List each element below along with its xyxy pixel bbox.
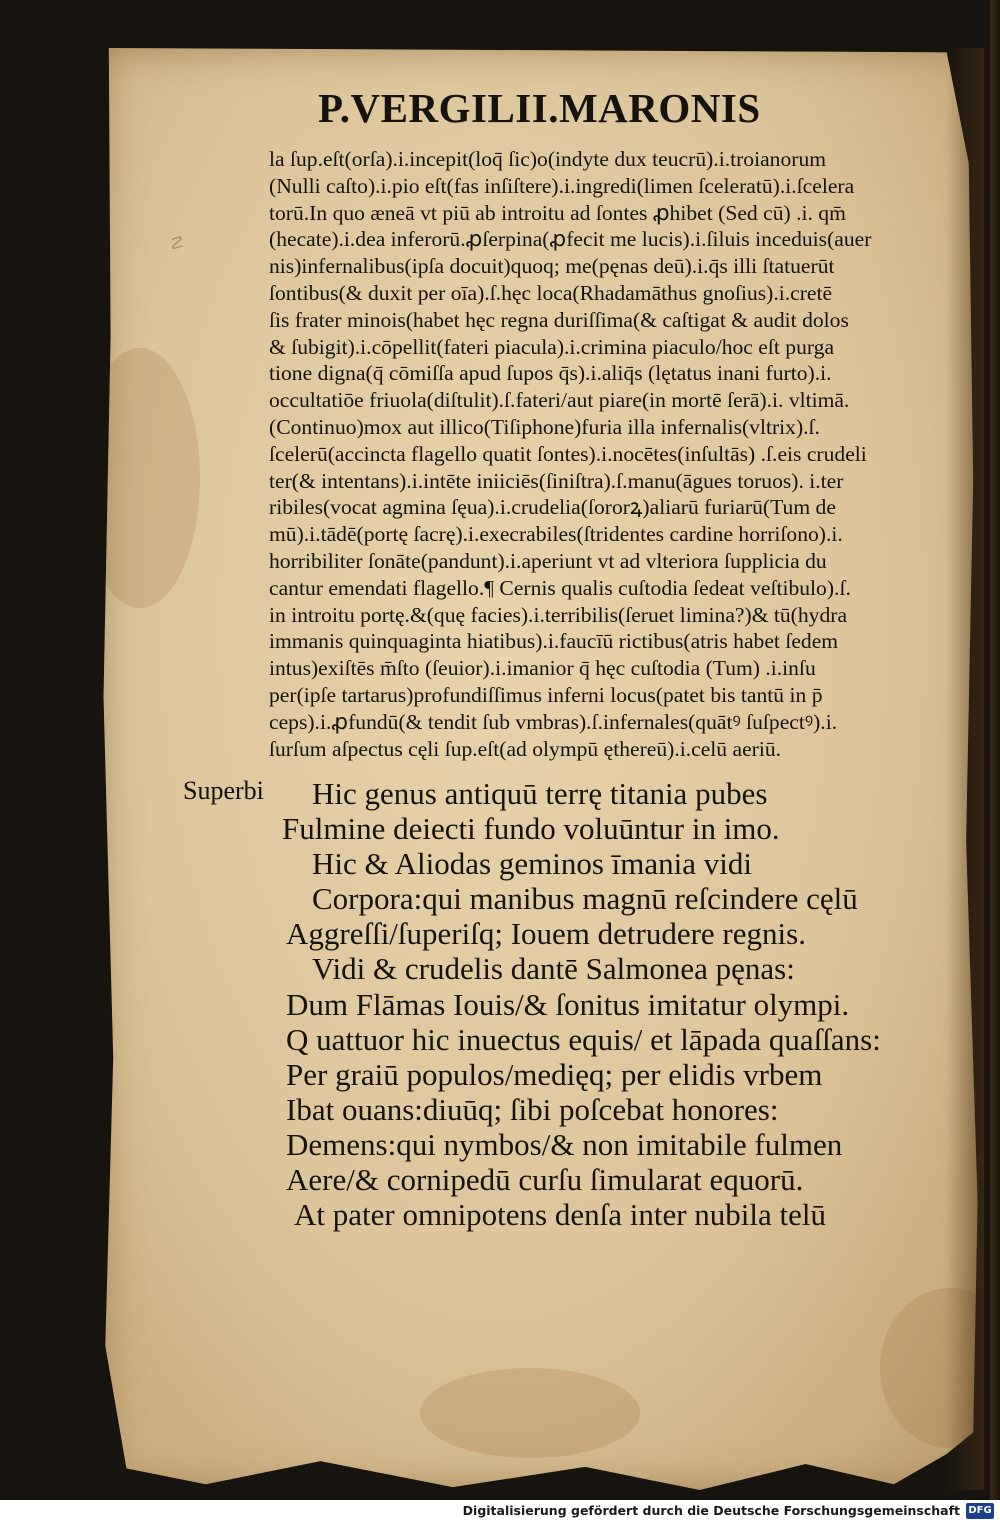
- verse-line: [0, 1162, 960, 1197]
- verse-line: [0, 846, 960, 881]
- verse-line: [0, 1057, 960, 1092]
- commentary-line: horribiliter ſonāte(pandunt).i.aperiunt vt ad vlteriora ſupplicia du: [269, 548, 827, 573]
- commentary-line: torū.In quo æneā vt piū ab introitu ad ſontes ꝓhibet (Sed cū) .i. qm̄: [269, 200, 846, 225]
- commentary-line: per(ipſe tartarus)profundiſſimus inferni locus(patet bis tantū in p̄: [269, 682, 823, 707]
- page-stain: [80, 348, 200, 608]
- verse-line: [0, 1022, 960, 1057]
- verse-line-text: Fulmine deiecti fundo voluūntur in imo.: [282, 811, 780, 847]
- verse-line: [0, 881, 960, 916]
- verse-line: [0, 1127, 960, 1162]
- commentary-line: ceps).i.ꝓfundū(& tendit ſub vmbras).ſ.infernales(quātꝰ ſuſpectꝰ).i.: [269, 709, 838, 734]
- commentary-line: (hecate).i.dea inferorū.ꝓſerpina(ꝓfecit me lucis).i.ſiluis inceduis(auer: [269, 227, 872, 252]
- commentary-line: & ſubigit).i.cōpellit(fateri piacula).i.crimina piaculo/hoc eſt purga: [269, 334, 835, 359]
- verse-line: [0, 1197, 960, 1232]
- verse-line: [0, 951, 960, 986]
- verse-line-text: Corpora:qui manibus magnū reſcindere cęlū: [312, 881, 858, 917]
- verse-line: [0, 1092, 960, 1127]
- binding-edge: [990, 0, 1000, 1500]
- verse-line-text: Dum Flāmas Iouis/& ſonitus imitatur olympi.: [286, 986, 850, 1022]
- commentary-line: (Continuo)mox aut illico(Tiſiphone)furia illa infernalis(vltrix).ſ.: [269, 414, 820, 439]
- verse-line: [0, 916, 960, 951]
- verse-line-text: Aggreſſi/ſuperiſq; Iouem detrudere regnis.: [286, 916, 806, 952]
- funding-credit: Digitalisierung gefördert durch die Deutsche Forschungsgemeinschaft: [462, 1503, 960, 1518]
- commentary-line: mū).i.tādē(portę ſacrę).i.execrabiles(ſtridentes cardine horriſono).i.: [269, 522, 843, 547]
- verse-line-text: Per graiū populos/medięq; per elidis vrbem: [286, 1056, 823, 1092]
- commentary-line: (Nulli caſto).i.pio eſt(fas inſiſtere).i.ingredi(limen ſceleratū).i.ſcelera: [269, 173, 855, 198]
- commentary-line: intus)exiſtēs m̄ſto (ſeuior).i.imanior q̄ hęc cuſtodia (Tum) .i.inſu: [269, 656, 816, 681]
- marginal-scribble: ☡: [167, 233, 184, 255]
- commentary-line: la ſup.eſt(orſa).i.incepit(loq̄ ſic)o(indyte dux teucrū).i.troianorum: [269, 147, 827, 171]
- commentary-line: cantur emendati flagello.¶ Cernis qualis cuſtodia ſedeat veſtibulo).ſ.: [269, 575, 851, 600]
- commentary-line: ribiles(vocat agmina ſęua).i.crudelia(ſororꝝ)aliarū furiarū(Tum de: [269, 495, 836, 520]
- verse-block: [0, 776, 960, 1232]
- verse-line-text: Vidi & crudelis dantē Salmonea pęnas:: [312, 951, 795, 987]
- verse-line-text: Hic genus antiquū terrę titania pubes: [312, 776, 768, 811]
- commentary-line: ſcelerū(accincta flagello quatit ſontes).i.nocētes(inſultās) .ſ.eis crudeli: [269, 441, 867, 466]
- verse-line-text: Q uattuor hic inuectus equis/ et lāpada quaſſans:: [286, 1021, 881, 1057]
- page-stain: [420, 1368, 640, 1458]
- commentary-line: tione digna(q̄ cōmiſſa apud ſupos q̄s).i.aliq̄s (lętatus inani furto).i.: [269, 361, 832, 386]
- verse-line-text: Aere/& cornipedū curſu ſimularat equorū.: [286, 1162, 804, 1198]
- commentary-line: ſurſum aſpectus cęli ſup.eſt(ad olympū ęthereū).i.celū aeriū.: [269, 736, 782, 761]
- verse-line-text: Ibat ouans:diuūq; ſibi poſcebat honores:: [286, 1091, 779, 1127]
- verse-line: [0, 776, 960, 811]
- running-head: P.VERGILII.MARONIS: [318, 85, 761, 131]
- footer-bar: [0, 1500, 1000, 1524]
- commentary-line: ter(& intentans).i.intēte iniiciēs(ſiniſtra).ſ.manu(āgues toruos). i.ter: [269, 468, 844, 493]
- commentary-block: [269, 146, 969, 762]
- commentary-line: nis)infernalibus(ipſa docuit)quoq; me(pęnas deū).i.q̄s illi ſtatuerūt: [269, 254, 835, 279]
- commentary-line: occultatiōe friuola(diſtulit).ſ.fateri/aut piare(in mortē ſerā).i. vltimā.: [269, 388, 850, 413]
- commentary-line: ſis frater minois(habet hęc regna duriſſima(& caſtigat & audit dolos: [269, 307, 849, 332]
- commentary-line: immanis quinquaginta hiatibus).i.faucīū rictibus(atris habet ſedem: [269, 629, 839, 654]
- marginal-note: Superbi: [183, 776, 264, 805]
- commentary-line: ſontibus(& duxit per oīa).ſ.hęc loca(Rhadamāthus gnoſius).i.cretē: [269, 280, 833, 305]
- verse-line-text: Hic & Aliodas geminos īmania vidi: [312, 846, 752, 882]
- verse-line-text: At pater omnipotens denſa inter nubila telū: [294, 1197, 827, 1233]
- verse-line-text: Demens:qui nymbos/& non imitabile fulmen: [286, 1126, 843, 1162]
- verse-line: [0, 811, 960, 846]
- commentary-line: in introitu portę.&(quę facies).i.terribilis(ſeruet limina?)& tū(hydra: [269, 602, 848, 627]
- verse-line: [0, 987, 960, 1022]
- dfg-logo: DFG: [966, 1503, 994, 1519]
